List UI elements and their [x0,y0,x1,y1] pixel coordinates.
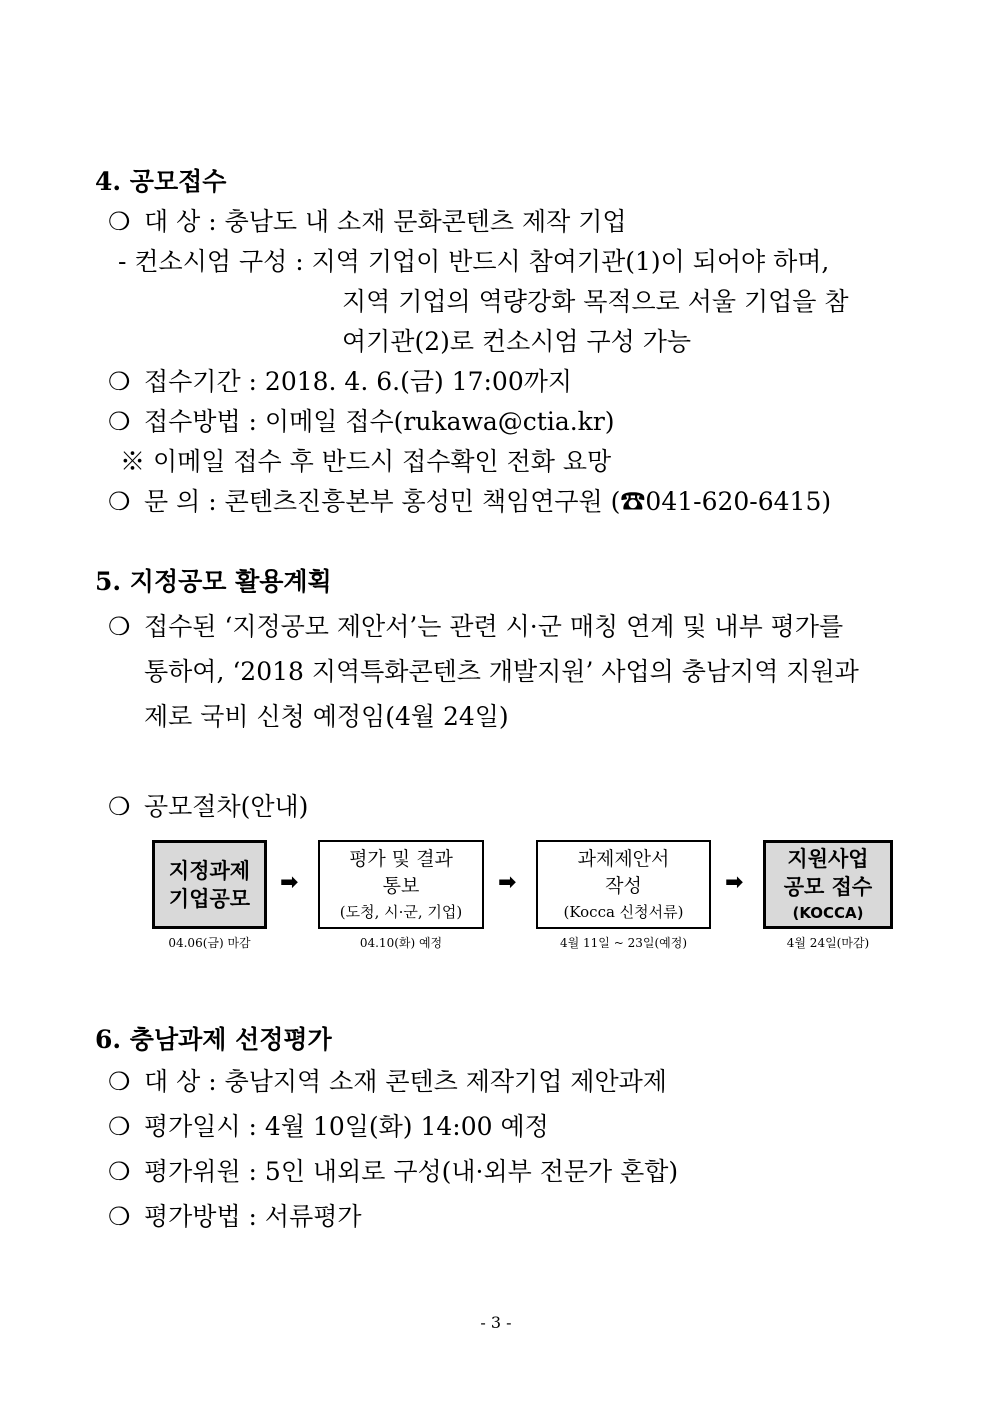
step3-sub: (Kocca 신청서류) [563,902,684,921]
consortium-line2: 지역 기업의 역량강화 목적으로 서울 기업을 참 [342,287,849,316]
step4-line1: 지원사업 [787,846,869,871]
section6-committee [108,1152,678,1188]
bullet-icon: ❍ [108,367,131,396]
section6-method-text: 평가방법 : 서류평가 [144,1202,362,1231]
bullet-icon: ❍ [108,207,131,236]
section6-datetime-text: 평가일시 : 4월 10일(화) 14:00 예정 [144,1112,549,1141]
section4-consortium [118,242,829,278]
section4-method [108,402,615,438]
step4-box [763,840,893,929]
page-number: - 3 - [480,1313,512,1332]
step2-sub: (도청, 시·군, 기업) [339,902,463,921]
section5-para-line2: 통하여, ‘2018 지역특화콘텐츠 개발지원’ 사업의 충남지역 지원과 [144,657,859,686]
step1-caption: 04.06(금) 마감 [168,936,251,950]
step3-line2: 작성 [605,874,642,897]
bullet-icon: ❍ [108,1112,131,1141]
step2-caption: 04.10(화) 예정 [359,936,443,950]
section4-target [108,202,627,238]
bullet-icon: ❍ [108,487,131,516]
step3-caption: 4월 11일 ~ 23일(예정) [560,936,687,950]
step4-line2: 공모 접수 [783,874,873,899]
arrow-right-icon: ➡ [280,870,299,895]
section6-method [108,1197,362,1233]
bullet-icon: ❍ [108,1157,131,1186]
period-text: 접수기간 : 2018. 4. 6.(금) 17:00까지 [144,367,573,396]
consortium-line3: 여기관(2)로 컨소시엄 구성 가능 [342,327,692,356]
section6-target-text: 대 상 : 충남지역 소재 콘텐츠 제작기업 제안과제 [144,1067,667,1096]
section6-heading: 6. 충남과제 선정평가 [95,1025,332,1054]
step4-sub: (KOCCA) [792,903,864,922]
step1-box [152,840,267,929]
section4-target-text: 대 상 : 충남도 내 소재 문화콘텐츠 제작 기업 [144,207,627,236]
bullet-icon: ❍ [108,792,131,821]
step3-box [536,840,711,929]
step1-line2: 기업공모 [168,886,251,911]
dash-icon: - [118,247,127,276]
contact-text: 문 의 : 콘텐츠진흥본부 홍성민 책임연구원 (☎041-620-6415) [144,487,832,516]
section4-heading: 4. 공모접수 [95,167,227,196]
bullet-icon: ❍ [108,1067,131,1096]
method-text: 접수방법 : 이메일 접수(rukawa@ctia.kr) [144,407,615,436]
bullet-icon: ❍ [108,612,131,641]
step1-line1: 지정과제 [168,858,251,883]
section4-note: ※ 이메일 접수 후 반드시 접수확인 전화 요망 [120,447,612,476]
section5-heading: 5. 지정공모 활용계획 [95,567,332,596]
section4-contact [108,482,831,518]
step2-line2: 통보 [382,874,420,897]
step4-caption: 4월 24일(마감) [786,936,870,950]
bullet-icon: ❍ [108,407,131,436]
step3-line1: 과제제안서 [577,847,670,870]
bullet-icon: ❍ [108,1202,131,1231]
section6-datetime [108,1107,549,1143]
section4-period [108,362,572,398]
step2-box [318,840,484,929]
para-line1-text: 접수된 ‘지정공모 제안서’는 관련 시·군 매칭 연계 및 내부 평가를 [144,612,844,641]
arrow-right-icon: ➡ [498,870,517,895]
consortium-line1: 지역 기업이 반드시 참여기관(1)이 되어야 하며, [311,247,830,276]
step2-line1: 평가 및 결과 [349,847,453,870]
consortium-label: 컨소시엄 구성 : [134,247,304,276]
arrow-right-icon: ➡ [725,870,744,895]
section6-target [108,1062,667,1098]
procedure-label-text: 공모절차(안내) [144,792,309,821]
section5-para-line3: 제로 국비 신청 예정임(4월 24일) [144,702,509,731]
procedure-label [108,787,308,823]
section6-committee-text: 평가위원 : 5인 내외로 구성(내·외부 전문가 혼합) [144,1157,679,1186]
section5-para-line1 [108,607,843,643]
